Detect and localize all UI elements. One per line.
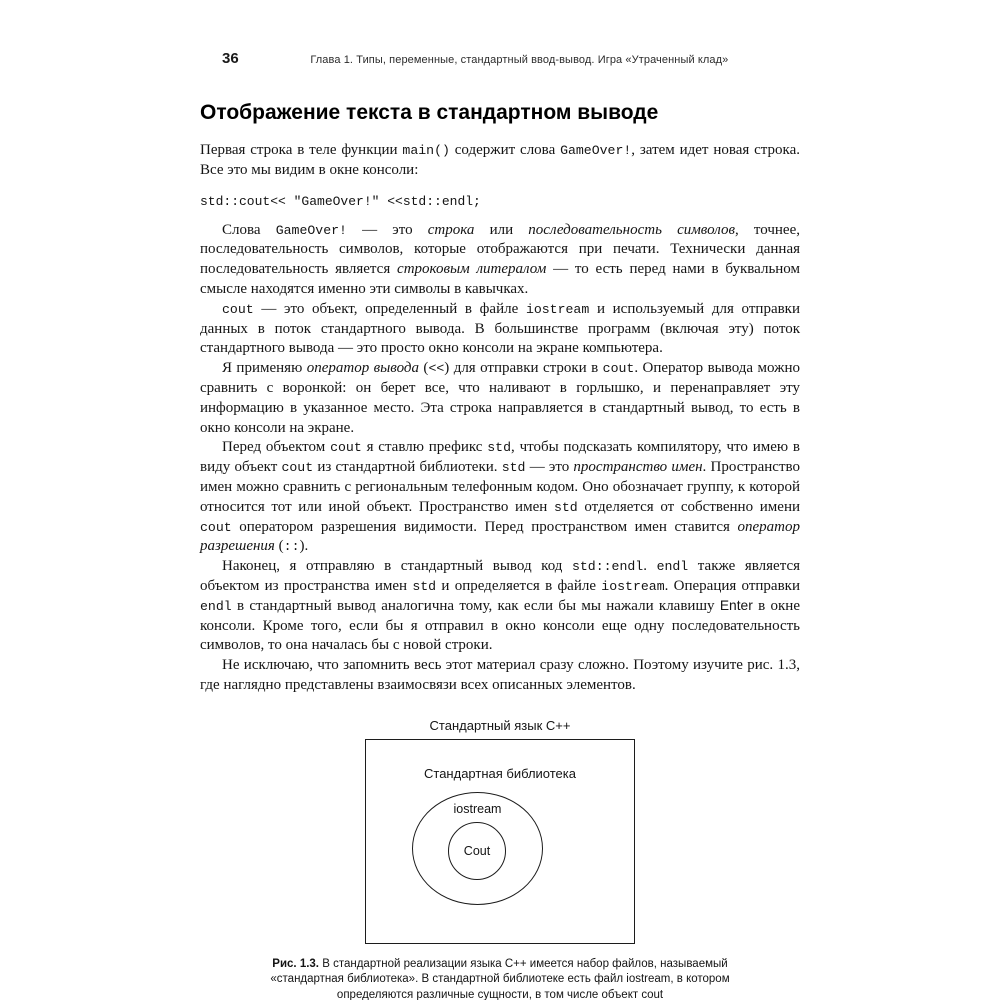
figure-caption xyxy=(248,957,753,1000)
paragraph-summary: Не исключаю, что запомнить весь этот материал сразу сложно. Поэтому изучите рис. 1.3, где наглядно представлены взаимосвязи всех описанных элементов. xyxy=(200,657,800,693)
paragraph-string-literal: Слова GameOver! — это строка или последовательность символов, точнее, последовательность символов, которые отображаются при печати. Технически данная последовательность является строковым литералом — то есть перед нами в буквальном смысле находятся именно эти символы в кавычках. xyxy=(200,221,801,297)
paragraph-endl: Наконец, я отправляю в стандартный вывод код std::endl. endl также является объектом из пространства имен std и определяется в файле iostream. Операция отправки endl в стандартный вывод аналогична тому, как если бы мы нажали клавишу Enter в окне консоли. Кроме того, если бы я отправил в окно консоли еще одну последовательность символов, то она началась бы с новой строки. xyxy=(200,558,801,654)
paragraph-std-namespace: Перед объектом cout я ставлю префикс std, чтобы подсказать компилятору, что имею в виду объект cout из стандартной библиотеки. std — это пространство имен. Пространство имен можно сравнить с региональным телефонным кодом. Оно обозначает группу, к которой относится тот или иной объект. Пространство имен std отделяется от собственно имени cout оператором разрешения видимости. Перед пространством имен ставится оператор разрешения (::). xyxy=(200,439,800,555)
cout-label: Cout xyxy=(463,843,491,858)
paragraph-intro: Первая строка в теле функции main() содержит слова GameOver!, затем идет новая строка. Все это мы видим в окне консоли: xyxy=(200,142,800,178)
code-line: std::cout<< "GameOver!" <<std::endl; xyxy=(200,193,481,209)
chapter-running-title: Глава 1. Типы, переменные, стандартный ввод-вывод. Игра «Утраченный клад» xyxy=(310,54,729,66)
text-column xyxy=(200,50,800,1000)
figure-1-3 xyxy=(200,718,800,1000)
figure-title: Стандартный язык C++ xyxy=(429,717,571,733)
standard-library-label: Стандартная библиотека xyxy=(424,765,576,781)
cout-circle xyxy=(448,822,506,880)
iostream-ellipse xyxy=(412,792,543,905)
figure-caption-number: Рис. 1.3. xyxy=(272,957,320,970)
paragraph-cout-object: cout — это объект, определенный в файле iostream и используемый для отправки данных в поток стандартного вывода. В большинстве программ (включая эту) поток стандартного вывода — это просто окно консоли на экране компьютера. xyxy=(200,300,800,357)
figure-caption-text: В стандартной реализации языка C++ имеется набор файлов, называемый «стандартная библиотека». В стандартной библиотеке есть файл iostream, в котором определяются различные сущности, в том числе объект cout xyxy=(270,957,730,1000)
section-heading: Отображение текста в стандартном выводе xyxy=(200,101,659,124)
paragraph-output-operator: Я применяю оператор вывода (<<) для отправки строки в cout. Оператор вывода можно сравнить с воронкой: он берет все, что наливают в горлышко, и перенаправляет эту информацию в указанное место. Эта строка направляется в стандартный вывод, то есть в окно консоли на экране. xyxy=(200,360,801,436)
figure-box xyxy=(365,739,635,944)
running-header xyxy=(200,50,800,67)
page-number: 36 xyxy=(222,50,239,67)
iostream-label: iostream xyxy=(453,801,502,816)
